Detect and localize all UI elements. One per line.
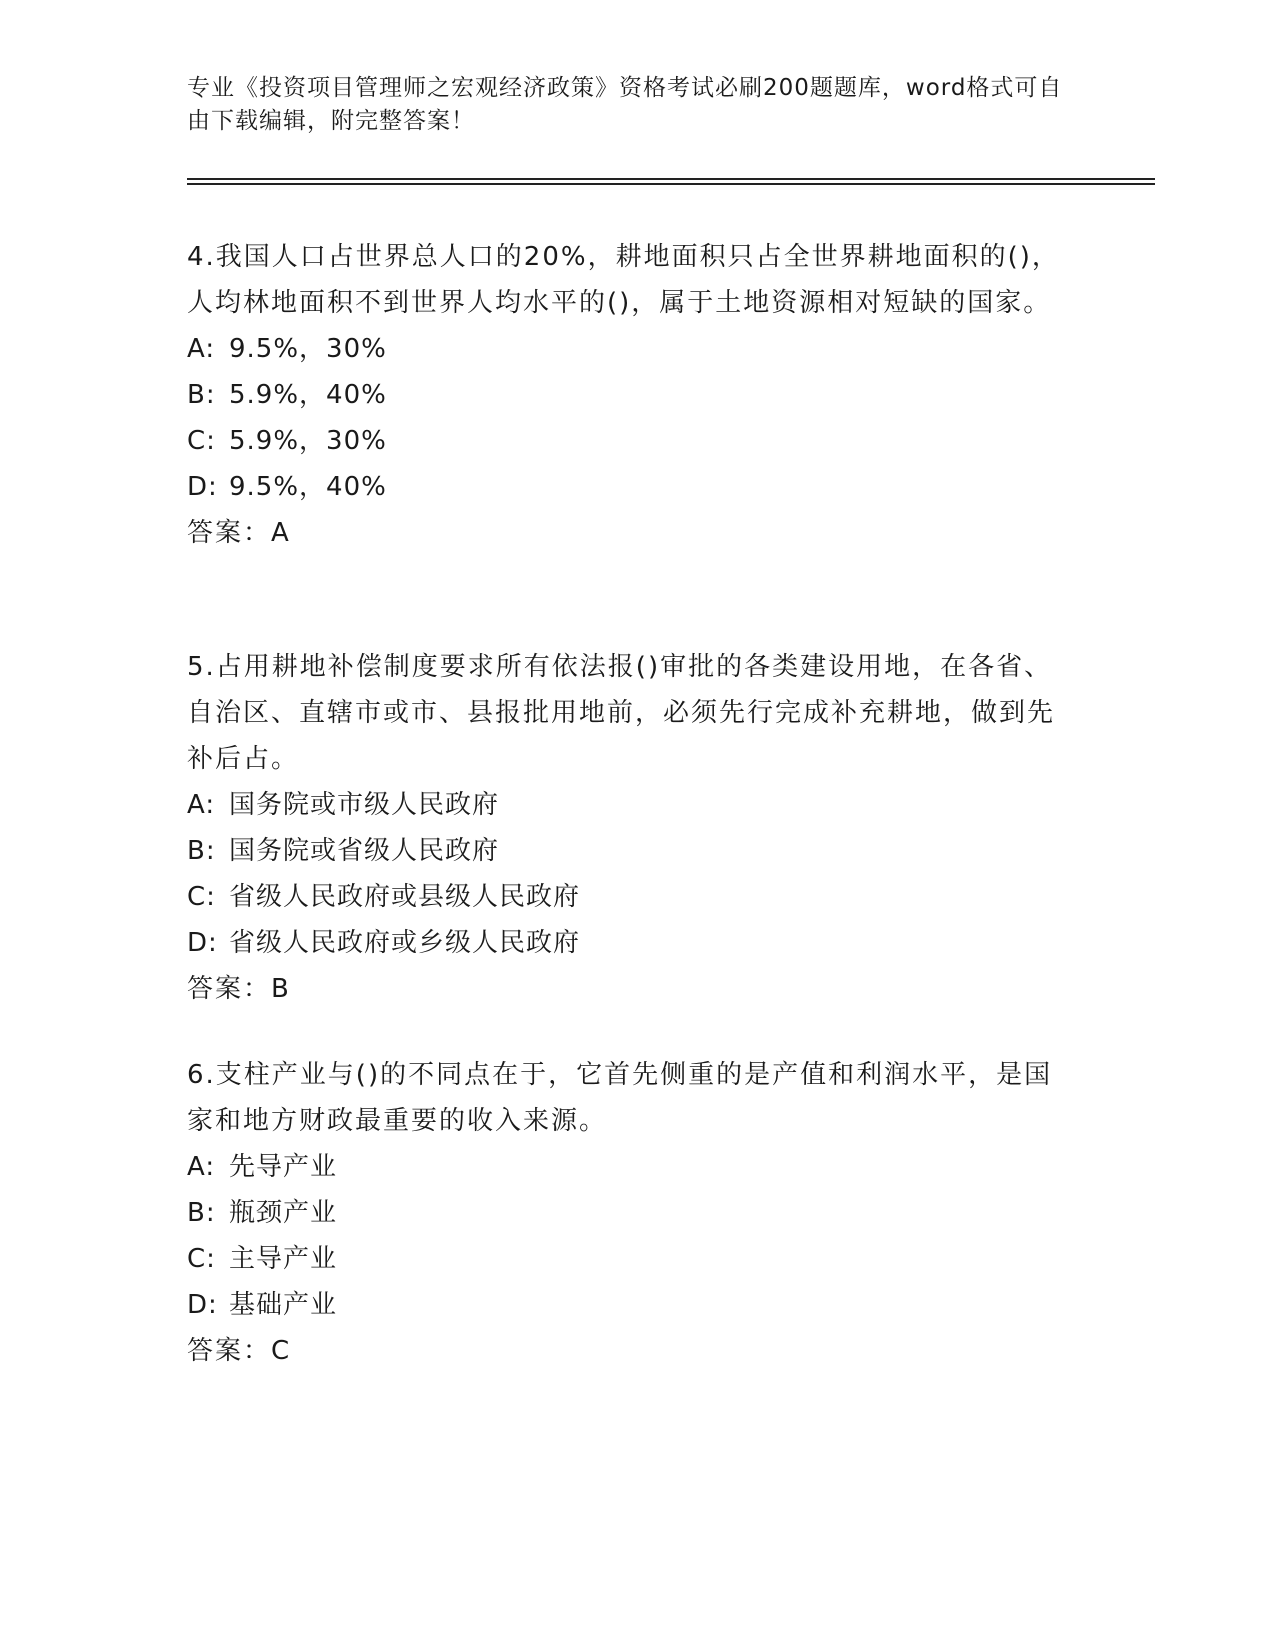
option-c: [187, 1236, 1067, 1282]
option-c: [187, 418, 1067, 464]
document-header: 专业《投资项目管理师之宏观经济政策》资格考试必刷200题题库，word格式可自由下载编辑，附完整答案！: [187, 75, 1063, 134]
option-letter: D:: [187, 1290, 218, 1320]
option-letter: B:: [187, 380, 216, 410]
option-text: 国务院或省级人民政府: [229, 836, 500, 866]
answer-label: 答案：A: [187, 518, 291, 548]
option-letter: A:: [187, 790, 216, 820]
option-text: 国务院或市级人民政府: [229, 790, 500, 820]
option-a: [187, 782, 1067, 828]
option-text: 省级人民政府或乡级人民政府: [229, 928, 581, 958]
option-a: [187, 326, 1067, 372]
option-c: [187, 874, 1067, 920]
question-4: [187, 234, 1067, 556]
option-b: [187, 1190, 1067, 1236]
option-text: 5.9%，40%: [229, 380, 387, 410]
answer-label: 答案：C: [187, 1336, 292, 1366]
option-text: 主导产业: [229, 1244, 338, 1274]
answer-label: 答案：B: [187, 974, 291, 1004]
option-text: 5.9%，30%: [229, 426, 387, 456]
option-text: 瓶颈产业: [229, 1198, 338, 1228]
option-letter: D:: [187, 472, 218, 502]
option-text: 9.5%，40%: [229, 472, 387, 502]
header-divider-bottom: [187, 183, 1155, 185]
option-d: [187, 464, 1067, 510]
option-letter: B:: [187, 836, 216, 866]
option-d: [187, 920, 1067, 966]
option-letter: B:: [187, 1198, 216, 1228]
option-letter: D:: [187, 928, 218, 958]
option-text: 9.5%，30%: [229, 334, 387, 364]
question-5: [187, 644, 1067, 1012]
question-stem: 6.支柱产业与()的不同点在于，它首先侧重的是产值和利润水平，是国家和地方财政最重要的收入来源。: [187, 1060, 1053, 1136]
option-letter: C:: [187, 882, 216, 912]
option-text: 先导产业: [229, 1152, 338, 1182]
option-letter: A:: [187, 1152, 216, 1182]
question-stem: 4.我国人口占世界总人口的20%，耕地面积只占全世界耕地面积的()，人均林地面积不到世界人均水平的()，属于土地资源相对短缺的国家。: [187, 242, 1060, 318]
option-b: [187, 828, 1067, 874]
option-a: [187, 1144, 1067, 1190]
question-6: [187, 1052, 1067, 1374]
header-divider-top: [187, 178, 1155, 180]
option-letter: C:: [187, 426, 216, 456]
option-text: 省级人民政府或县级人民政府: [229, 882, 581, 912]
option-d: [187, 1282, 1067, 1328]
option-b: [187, 372, 1067, 418]
option-text: 基础产业: [229, 1290, 338, 1320]
option-letter: C:: [187, 1244, 216, 1274]
question-stem: 5.占用耕地补偿制度要求所有依法报()审批的各类建设用地，在各省、自治区、直辖市或市、县报批用地前，必须先行完成补充耕地，做到先补后占。: [187, 652, 1056, 774]
option-letter: A:: [187, 334, 216, 364]
